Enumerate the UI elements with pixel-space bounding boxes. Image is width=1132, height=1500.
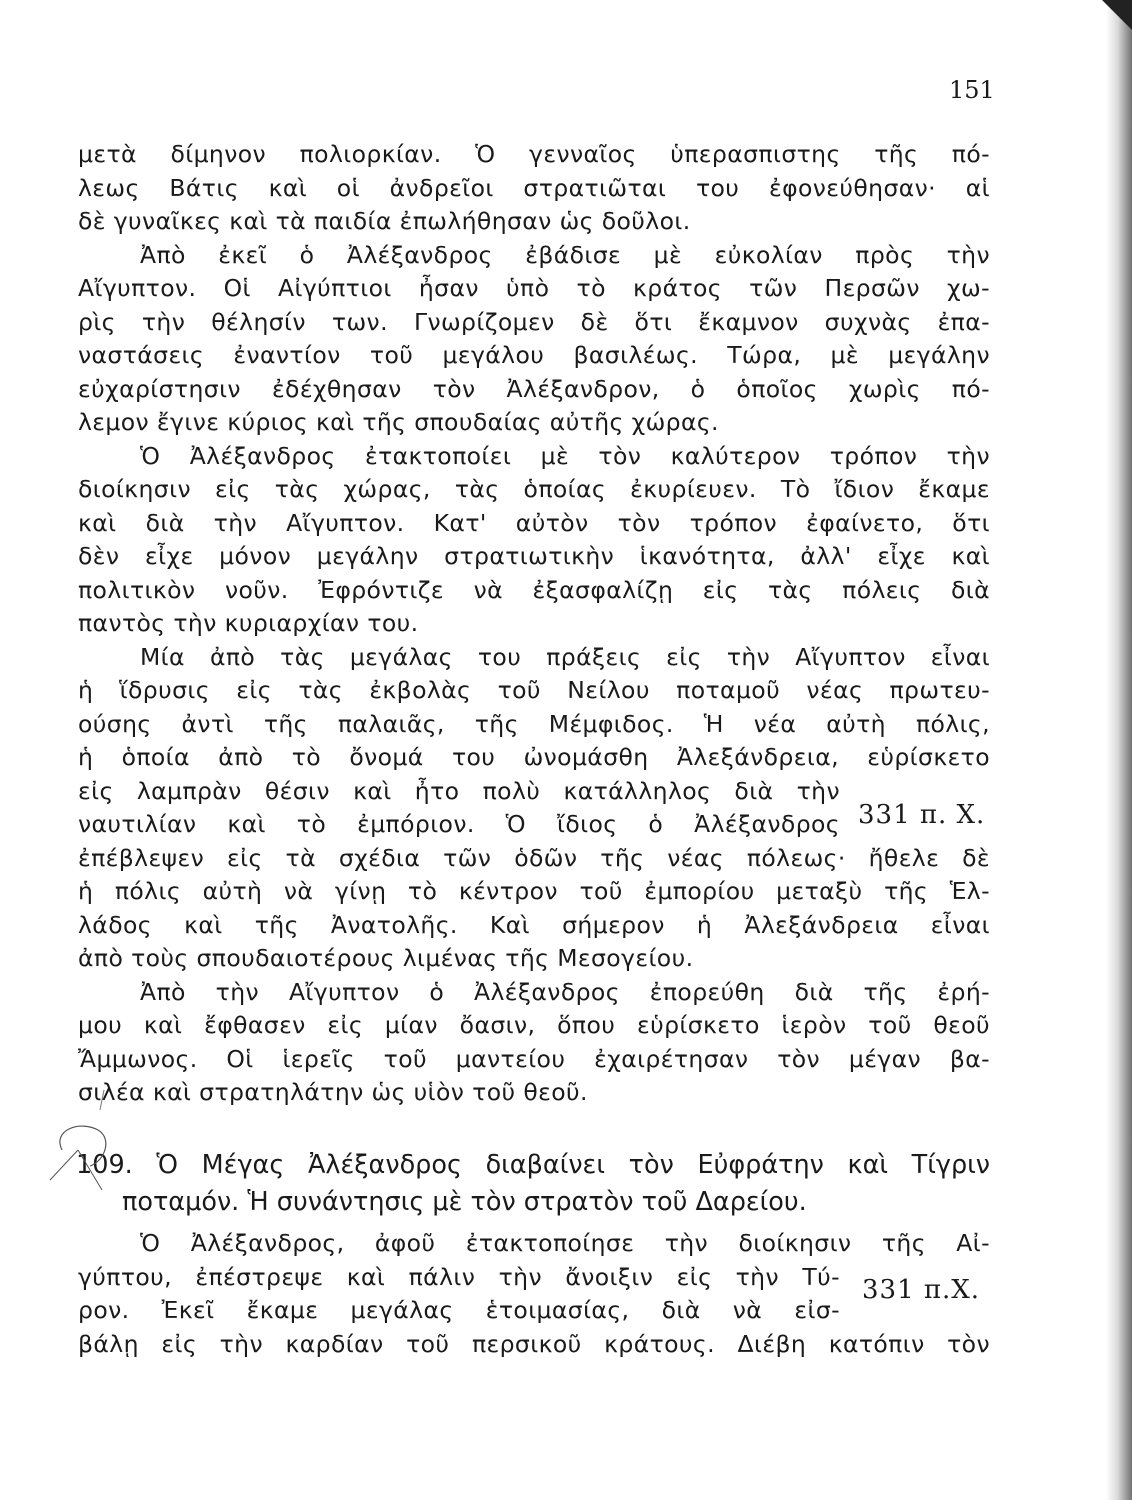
text-line: Ἀπὸ τὴν Αἴγυπτον ὁ Ἀλέξανδρος ἐπορεύθη διὰ τῆς ἐρή-: [140, 977, 990, 1006]
text-line: Ὁ Ἀλέξανδρος ἐτακτοποίει μὲ τὸν καλύτερον τρόπον τὴν: [140, 441, 990, 470]
body-text-top: [78, 138, 990, 1110]
text-line: δὲν εἶχε μόνον μεγάλην στρατιωτικὴν ἱκανότητα, ἀλλ' εἶχε καὶ: [78, 542, 990, 570]
page-number: 151: [949, 76, 995, 104]
text-line: παντὸς τὴν κυριαρχίαν του.: [78, 609, 419, 637]
text-line: ναστάσεις ἐναντίον τοῦ μεγάλου βασιλέως. Τώρα, μὲ μεγάλην: [78, 341, 990, 369]
text-line: εὐχαρίστησιν ἐδέχθησαν τὸν Ἀλέξανδρον, ὁ ὁποῖος χωρὶς πό-: [78, 374, 990, 403]
text-line: μετὰ δίμηνον πολιορκίαν. Ὁ γενναῖος ὑπερασπιστης τῆς πό-: [78, 140, 990, 168]
text-line: Ἄμμωνος. Οἱ ἱερεῖς τοῦ μαντείου ἐχαιρέτησαν τὸν μέγαν βα-: [78, 1044, 990, 1073]
text-line: σιλέα καὶ στρατηλάτην ὡς υἱὸν τοῦ θεοῦ.: [78, 1078, 588, 1106]
margin-date-note: 331 π. Χ.: [858, 800, 986, 830]
section-heading: [76, 1147, 990, 1221]
text-line: λάδος καὶ τῆς Ἀνατολῆς. Καὶ σήμερον ἡ Ἀλεξάνδρεια εἶναι: [78, 910, 990, 939]
text-line: καὶ διὰ τὴν Αἴγυπτον. Κατ' αὐτὸν τὸν τρόπον ἐφαίνετο, ὅτι: [78, 508, 990, 537]
text-line: ἡ ὁποία ἀπὸ τὸ ὄνομά του ὠνομάσθη Ἀλεξάνδρεια, εὑρίσκετο: [78, 743, 990, 771]
text-line: δὲ γυναῖκες καὶ τὰ παιδία ἐπωλήθησαν ὡς δοῦλοι.: [78, 207, 691, 235]
section-heading-line: 109. Ὁ Μέγας Ἀλέξανδρος διαβαίνει τὸν Εὐφράτην καὶ Τίγριν: [76, 1150, 990, 1180]
text-line: ἡ ἵδρυσις εἰς τὰς ἐκβολὰς τοῦ Νείλου ποταμοῦ νέας πρωτευ-: [78, 676, 990, 704]
text-line: πολιτικὸν νοῦν. Ἐφρόντιζε νὰ ἐξασφαλίζῃ εἰς τὰς πόλεις διὰ: [78, 575, 990, 604]
text-line: λεμον ἔγινε κύριος καὶ τῆς σπουδαίας αὐτῆς χώρας.: [78, 408, 719, 436]
text-line: ούσης ἀντὶ τῆς παλαιᾶς, τῆς Μέμφιδος. Ἡ νέα αὐτὴ πόλις,: [78, 709, 990, 738]
text-line: βάλῃ εἰς τὴν καρδίαν τοῦ περσικοῦ κράτους. Διέβη κατόπιν τὸν: [78, 1329, 990, 1358]
page-edge-shadow: [1106, 0, 1132, 1500]
text-line: Μία ἀπὸ τὰς μεγάλας του πράξεις εἰς τὴν Αἴγυπτον εἶναι: [140, 642, 990, 671]
text-line: ρον. Ἐκεῖ ἔκαμε μεγάλας ἑτοιμασίας, διὰ νὰ εἰσ-: [78, 1296, 840, 1324]
text-line: ἐπέβλεψεν εἰς τὰ σχέδια τῶν ὁδῶν τῆς νέας πόλεως· ἤθελε δὲ: [78, 843, 990, 872]
text-line: ρὶς τὴν θέλησίν των. Γνωρίζομεν δὲ ὅτι ἔκαμνον συχνὰς ἐπα-: [78, 307, 990, 336]
text-line: γύπτου, ἐπέστρεψε καὶ πάλιν τὴν ἄνοιξιν εἰς τὴν Τύ-: [78, 1262, 840, 1291]
text-line: μου καὶ ἔφθασεν εἰς μίαν ὄασιν, ὅπου εὑρίσκετο ἱερὸν τοῦ θεοῦ: [78, 1011, 990, 1039]
text-line: ἀπὸ τοὺς σπουδαιοτέρους λιμένας τῆς Μεσογείου.: [78, 944, 694, 972]
text-line: Ὁ Ἀλέξανδρος, ἀφοῦ ἐτακτοποίησε τὴν διοίκησιν τῆς Αἰ-: [140, 1229, 990, 1257]
pencil-mark-icon: [40, 1070, 160, 1210]
text-line: εἰς λαμπρὰν θέσιν καὶ ἦτο πολὺ κατάλληλος διὰ τὴν: [78, 776, 840, 805]
body-text-bottom: [78, 1227, 990, 1361]
text-line: ἡ πόλις αὐτὴ νὰ γίνῃ τὸ κέντρον τοῦ ἐμπορίου μεταξὺ τῆς Ἑλ-: [78, 877, 990, 905]
text-line: λεως Βάτις καὶ οἱ ἀνδρεῖοι στρατιῶται του ἐφονεύθησαν· αἱ: [78, 173, 990, 202]
text-line: Αἴγυπτον. Οἱ Αἰγύπτιοι ἦσαν ὑπὸ τὸ κράτος τῶν Περσῶν χω-: [78, 274, 990, 302]
text-line: Ἀπὸ ἐκεῖ ὁ Ἀλέξανδρος ἐβάδισε μὲ εὐκολίαν πρὸς τὴν: [140, 240, 990, 269]
margin-date-note: 331 π.Χ.: [862, 1275, 981, 1305]
text-line: διοίκησιν εἰς τὰς χώρας, τὰς ὁποίας ἐκυρίευεν. Τὸ ἴδιον ἔκαμε: [78, 475, 990, 503]
section-heading-line: ποταμόν. Ἡ συνάντησις μὲ τὸν στρατὸν τοῦ Δαρείου.: [122, 1187, 807, 1217]
text-line: ναυτιλίαν καὶ τὸ ἐμπόριον. Ὁ ἴδιος ὁ Ἀλέξανδρος: [78, 810, 840, 838]
